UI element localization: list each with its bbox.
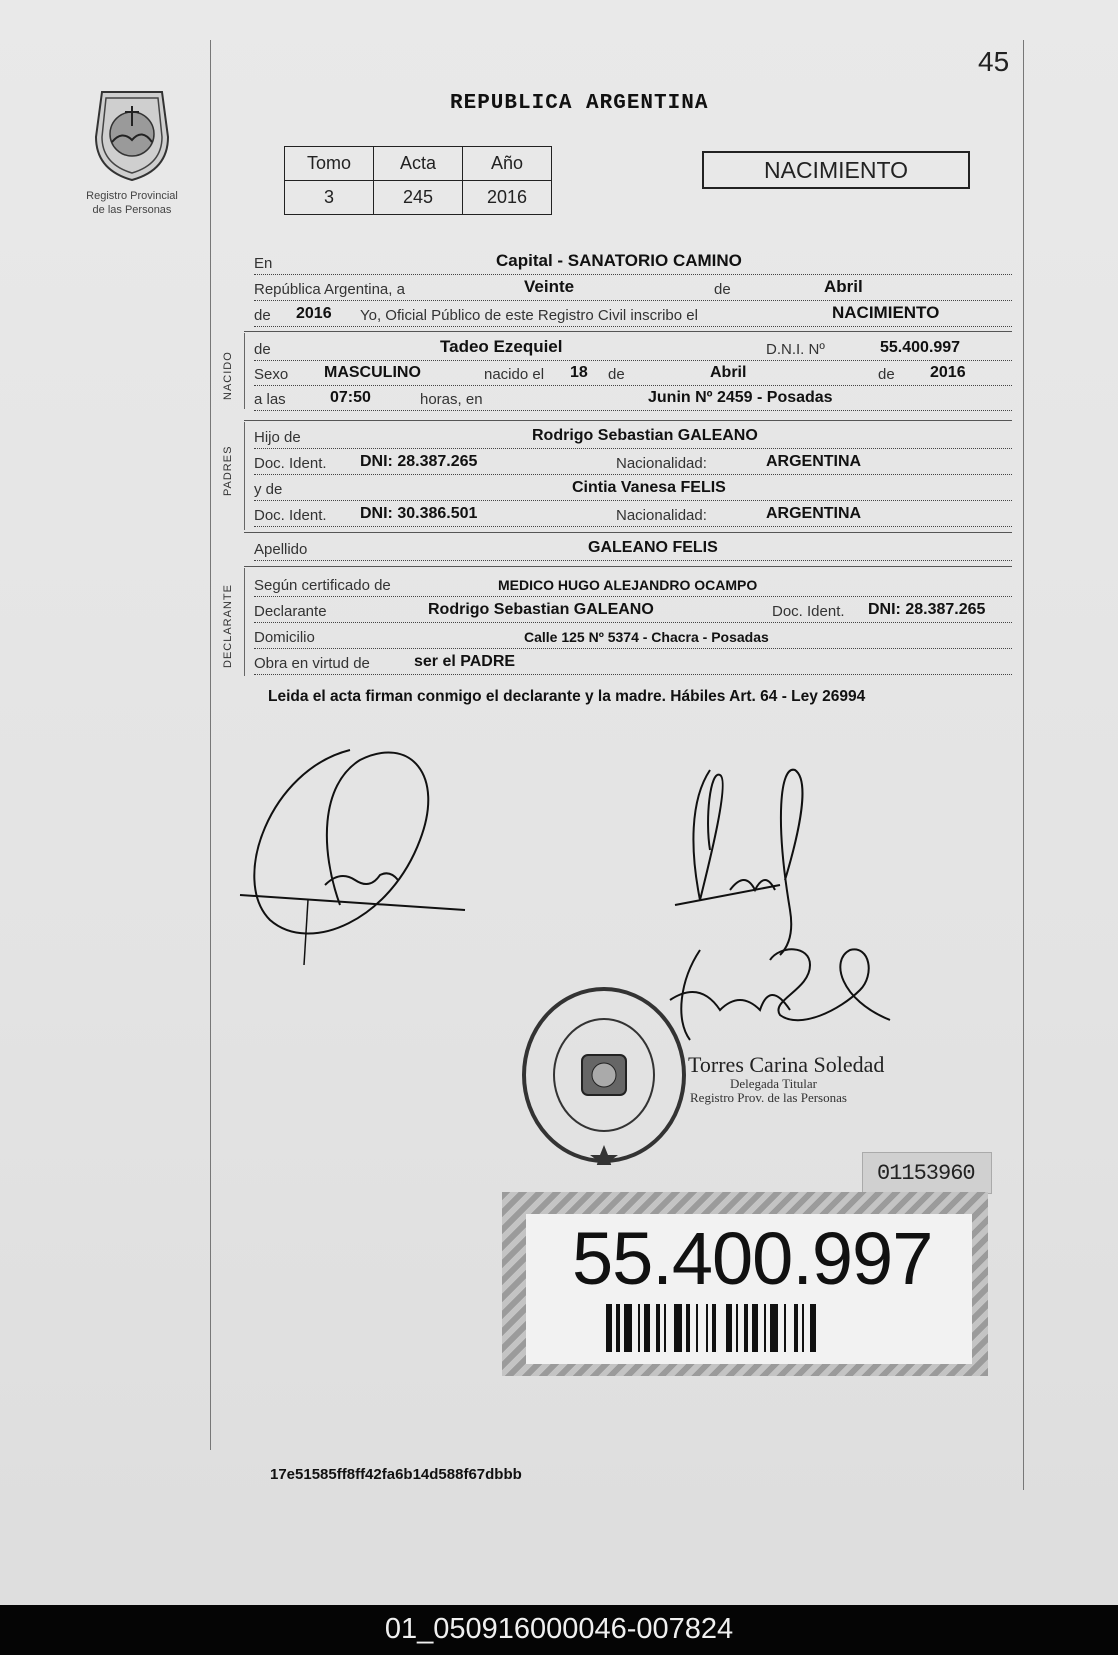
closing-text: Leida el acta firman conmigo el declarante y la madre. Hábiles Art. 64 - Ley 26994 bbox=[268, 688, 866, 705]
divider-apellido-top bbox=[244, 532, 1012, 533]
madre-signature bbox=[670, 760, 860, 960]
obra-value: ser el PADRE bbox=[414, 653, 516, 670]
de-label-5: de bbox=[878, 366, 895, 383]
registry-label-1: Registro Provincial bbox=[86, 190, 178, 202]
ref-header-tomo: Tomo bbox=[285, 147, 374, 181]
id-number: 55.400.997 bbox=[572, 1217, 933, 1300]
barcode-bar bbox=[794, 1304, 798, 1352]
side-label-nacido: NACIDO bbox=[222, 351, 234, 400]
barcode-bar bbox=[810, 1304, 816, 1352]
de-label-2: de bbox=[254, 307, 271, 324]
hash-text: 17e51585ff8ff42fa6b14d588f67dbbb bbox=[270, 1466, 522, 1483]
divider-declarante-top bbox=[244, 566, 1012, 567]
row-domicilio bbox=[254, 624, 1012, 649]
segun-label: Según certificado de bbox=[254, 577, 391, 594]
serial-number-box bbox=[862, 1152, 992, 1194]
row-date bbox=[254, 276, 1012, 301]
row-time bbox=[254, 386, 1012, 411]
row-father-doc bbox=[254, 450, 1012, 475]
barcode-bar bbox=[802, 1304, 804, 1352]
row-sexo bbox=[254, 361, 1012, 386]
nacido-bracket bbox=[244, 333, 245, 409]
place-value: Capital - SANATORIO CAMINO bbox=[496, 251, 742, 270]
padres-bracket bbox=[244, 422, 245, 530]
barcode bbox=[606, 1304, 896, 1352]
barcode-bar bbox=[656, 1304, 660, 1352]
barcode-bar bbox=[712, 1304, 716, 1352]
row-year bbox=[254, 302, 1012, 327]
nacido-label: nacido el bbox=[484, 366, 545, 383]
birth-place: Junin Nº 2459 - Posadas bbox=[648, 389, 833, 406]
barcode-bar bbox=[674, 1304, 682, 1352]
mother-nat-label: Nacionalidad: bbox=[616, 507, 707, 524]
row-mother bbox=[254, 476, 1012, 501]
barcode-bar bbox=[624, 1304, 632, 1352]
row-name bbox=[254, 336, 1012, 361]
month-value: Abril bbox=[824, 277, 863, 296]
row-mother-doc bbox=[254, 502, 1012, 527]
barcode-bar bbox=[706, 1304, 708, 1352]
registry-stamp bbox=[520, 985, 688, 1165]
certificate-value: MEDICO HUGO ALEJANDRO OCAMPO bbox=[498, 577, 758, 593]
serial-number: 01153960 bbox=[877, 1161, 975, 1186]
registry-label-2: de las Personas bbox=[92, 204, 172, 216]
father-doc-label: Doc. Ident. bbox=[254, 455, 327, 472]
ref-value-acta: 245 bbox=[374, 181, 463, 215]
obra-label: Obra en virtud de bbox=[254, 655, 370, 672]
declarante-name: Rodrigo Sebastian GALEANO bbox=[428, 601, 654, 618]
divider-nacido-top bbox=[244, 331, 1012, 332]
country-title: REPUBLICA ARGENTINA bbox=[450, 92, 709, 115]
declarante-signature bbox=[230, 730, 480, 970]
declarante-label: Declarante bbox=[254, 603, 327, 620]
mother-doc: DNI: 30.386.501 bbox=[360, 505, 478, 522]
page-number: 45 bbox=[978, 46, 1010, 77]
father-nat-label: Nacionalidad: bbox=[616, 455, 707, 472]
barcode-bar bbox=[784, 1304, 786, 1352]
barcode-bar bbox=[696, 1304, 698, 1352]
birth-day: 18 bbox=[570, 364, 588, 381]
de-label-1: de bbox=[714, 281, 731, 298]
declarante-doc: DNI: 28.387.265 bbox=[868, 601, 986, 618]
official-name: Torres Carina Soledad bbox=[688, 1052, 885, 1077]
barcode-bar bbox=[686, 1304, 690, 1352]
birth-year: 2016 bbox=[930, 364, 966, 381]
republica-label: República Argentina, a bbox=[254, 281, 405, 298]
side-label-declarante: DECLARANTE bbox=[222, 584, 234, 668]
mother-doc-label: Doc. Ident. bbox=[254, 507, 327, 524]
domicilio-value: Calle 125 Nº 5374 - Chacra - Posadas bbox=[524, 629, 769, 645]
barcode-bar bbox=[616, 1304, 620, 1352]
a-las-label: a las bbox=[254, 391, 286, 408]
footer-id: 01_050916000046-007824 bbox=[384, 1613, 734, 1645]
barcode-bar bbox=[726, 1304, 732, 1352]
horas-label: horas, en bbox=[420, 391, 483, 408]
father-name: Rodrigo Sebastian GALEANO bbox=[532, 427, 758, 444]
ref-value-ano: 2016 bbox=[463, 181, 552, 215]
row-place bbox=[254, 250, 1012, 275]
barcode-bar bbox=[606, 1304, 612, 1352]
mother-name: Cintia Vanesa FELIS bbox=[572, 479, 726, 496]
barcode-bar bbox=[744, 1304, 748, 1352]
inscription-type: NACIMIENTO bbox=[832, 303, 940, 322]
row-apellido bbox=[254, 536, 1012, 561]
row-declarante bbox=[254, 598, 1012, 623]
barcode-bar bbox=[764, 1304, 766, 1352]
birth-time: 07:50 bbox=[330, 389, 371, 406]
stamp-graphic bbox=[520, 985, 688, 1165]
hijo-label: Hijo de bbox=[254, 429, 301, 446]
reference-table bbox=[284, 146, 552, 215]
official-office: Registro Prov. de las Personas bbox=[690, 1090, 847, 1105]
row-obra bbox=[254, 650, 1012, 675]
barcode-bar bbox=[752, 1304, 758, 1352]
child-name: Tadeo Ezequiel bbox=[440, 337, 563, 356]
year-value: 2016 bbox=[296, 305, 332, 322]
official-signature bbox=[660, 940, 920, 1050]
de-label-3: de bbox=[254, 341, 271, 358]
divider-padres-top bbox=[244, 420, 1012, 421]
child-dni: 55.400.997 bbox=[880, 339, 961, 356]
row-certificado bbox=[254, 572, 1012, 597]
domicilio-label: Domicilio bbox=[254, 629, 315, 646]
side-label-padres: PADRES bbox=[222, 445, 234, 496]
ref-value-tomo: 3 bbox=[285, 181, 374, 215]
official-title: Delegada Titular bbox=[730, 1076, 818, 1091]
de-label-4: de bbox=[608, 366, 625, 383]
ref-header-acta: Acta bbox=[374, 147, 463, 181]
sexo-label: Sexo bbox=[254, 366, 289, 383]
barcode-bar bbox=[736, 1304, 738, 1352]
y-de-label: y de bbox=[254, 481, 283, 498]
mother-nat: ARGENTINA bbox=[766, 505, 862, 522]
row-father bbox=[254, 424, 1012, 449]
ref-header-ano: Año bbox=[463, 147, 552, 181]
father-doc: DNI: 28.387.265 bbox=[360, 453, 478, 470]
right-frame-line bbox=[1023, 40, 1024, 1490]
barcode-bar bbox=[664, 1304, 666, 1352]
declarante-doc-label: Doc. Ident. bbox=[772, 603, 845, 620]
oficial-text: Yo, Oficial Público de este Registro Civil inscribo el bbox=[360, 307, 698, 324]
misiones-logo bbox=[82, 82, 182, 182]
day-value: Veinte bbox=[524, 277, 575, 296]
barcode-bar bbox=[644, 1304, 650, 1352]
dni-label: D.N.I. Nº bbox=[766, 341, 825, 358]
en-label: En bbox=[254, 255, 273, 272]
barcode-bar bbox=[770, 1304, 778, 1352]
apellido-label: Apellido bbox=[254, 541, 308, 558]
birth-month: Abril bbox=[710, 364, 747, 381]
barcode-bar bbox=[638, 1304, 640, 1352]
id-sticker bbox=[502, 1192, 988, 1376]
id-sticker-inner bbox=[526, 1214, 972, 1364]
footer-bar bbox=[0, 1605, 1118, 1655]
declarante-bracket bbox=[244, 568, 245, 676]
sexo-value: MASCULINO bbox=[324, 364, 421, 381]
doc-type-box: NACIMIENTO bbox=[702, 151, 970, 189]
father-nat: ARGENTINA bbox=[766, 453, 862, 470]
left-frame-line bbox=[210, 40, 211, 1450]
apellido-value: GALEANO FELIS bbox=[588, 539, 718, 556]
